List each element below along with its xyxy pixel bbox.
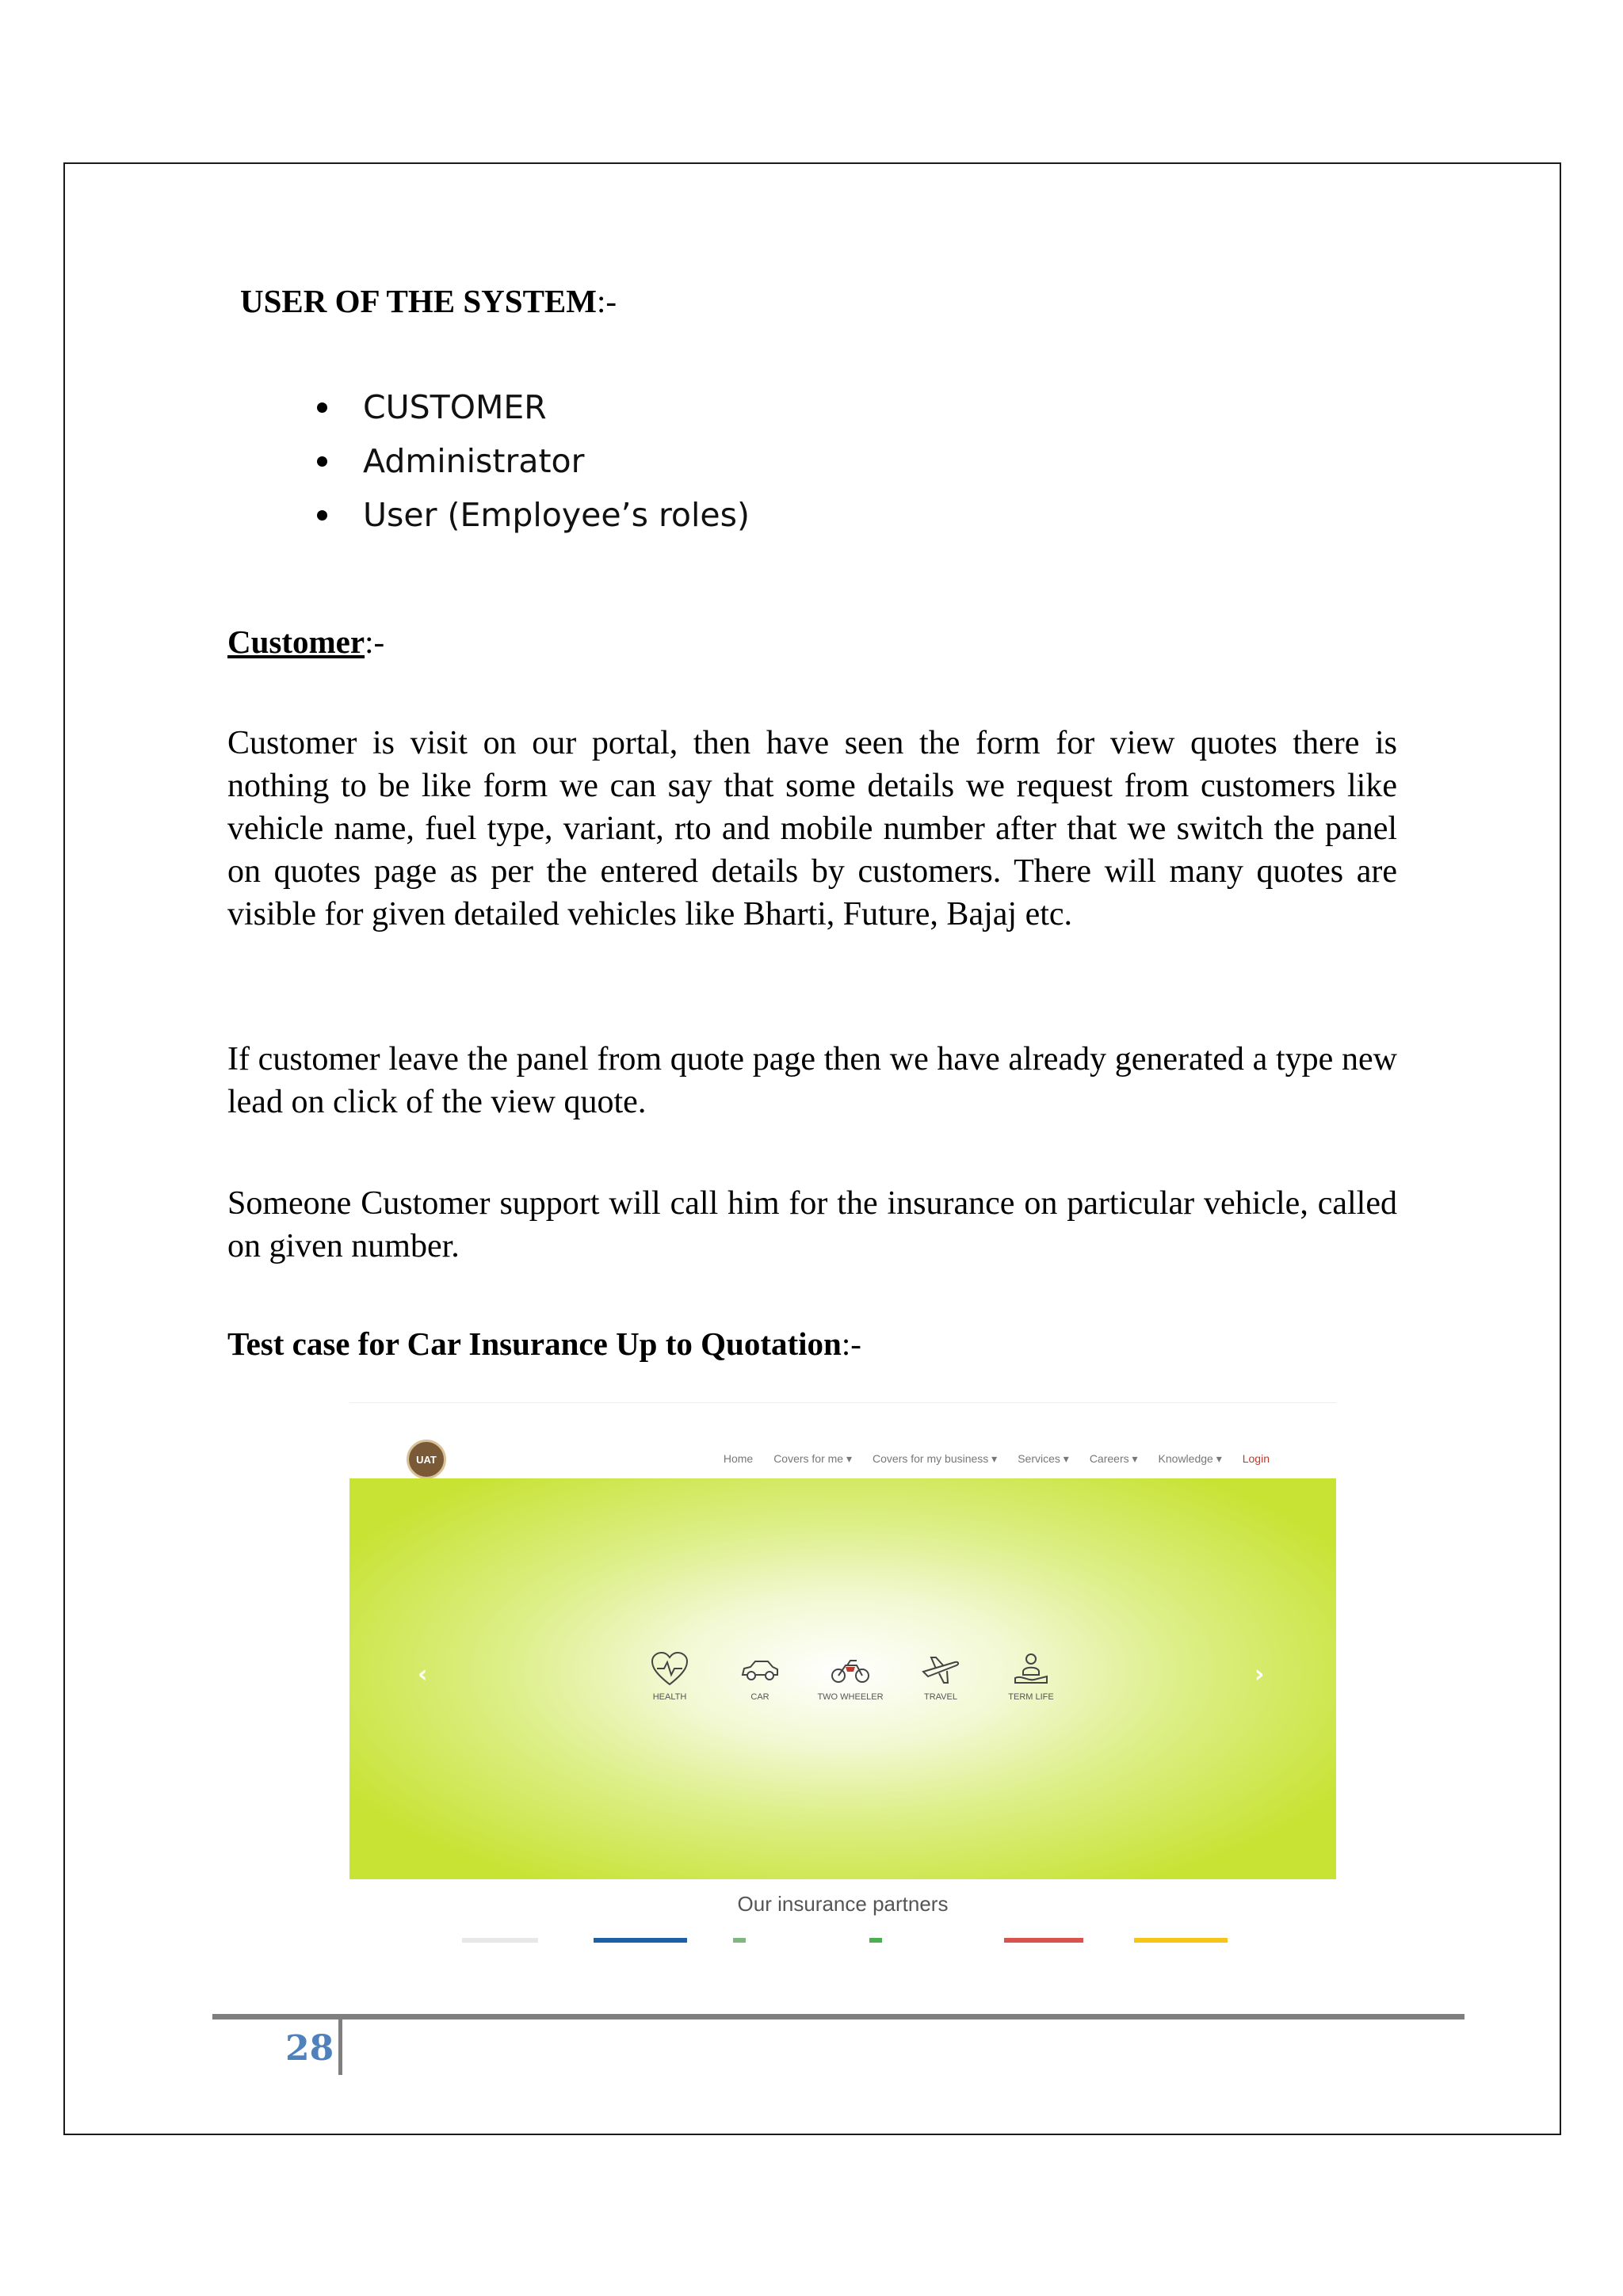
footer-rule — [212, 2014, 1465, 2019]
partner-logo — [1134, 1938, 1228, 1943]
heart-icon — [649, 1651, 690, 1688]
car-icon — [739, 1651, 781, 1688]
list-item: Administrator — [317, 434, 750, 488]
user-list — [317, 380, 750, 542]
customer-paragraph-3: Someone Customer support will call him for the insurance on particular vehicle, called on given number. — [227, 1185, 1397, 1264]
carousel-next-icon[interactable]: › — [1254, 1661, 1265, 1688]
motorbike-icon — [830, 1651, 871, 1688]
customer-paragraph-1: Customer is visit on our portal, then have seen the form for view quotes there is nothing to be like form we can say that some details we request from customers like vehicle name, fuel type, variant, rto and mobile number after that we switch the panel on quotes page as per the entered details by customers. There will many quotes are visible for given detailed vehicles like Bharti, Future, Bajaj etc. — [227, 725, 1397, 933]
product-health[interactable]: HEALTH — [636, 1651, 703, 1702]
footer-divider — [338, 2019, 342, 2075]
bullet-icon — [317, 510, 327, 521]
customer-paragraph-2: If customer leave the panel from quote page then we have already generated a type new lead on click of the view quote. — [227, 1041, 1397, 1120]
product-icons — [636, 1651, 1064, 1702]
partner-logo — [733, 1938, 746, 1943]
partner-logo — [462, 1938, 538, 1943]
product-car[interactable]: CAR — [727, 1651, 793, 1702]
nav-login[interactable]: Login — [1242, 1452, 1270, 1465]
partner-logo — [869, 1938, 882, 1943]
bullet-icon — [317, 402, 327, 413]
page-number: 28 — [285, 2028, 334, 2069]
website-screenshot — [349, 1402, 1336, 1943]
nav-careers[interactable]: Careers ▾ — [1089, 1452, 1138, 1465]
nav-covers-for-business[interactable]: Covers for my business ▾ — [873, 1452, 998, 1465]
section-title: USER OF THE SYSTEM:- — [240, 283, 617, 319]
bullet-icon — [317, 456, 327, 467]
list-item: CUSTOMER — [317, 380, 750, 434]
test-case-heading: Test case for Car Insurance Up to Quotation:- — [227, 1325, 861, 1362]
nav-covers-for-me[interactable]: Covers for me ▾ — [773, 1452, 853, 1465]
nav-services[interactable]: Services ▾ — [1018, 1452, 1069, 1465]
list-item: User (Employee’s roles) — [317, 488, 750, 542]
partners-title: Our insurance partners — [737, 1892, 949, 1916]
partner-logo — [1004, 1938, 1083, 1943]
nav-knowledge[interactable]: Knowledge ▾ — [1158, 1452, 1222, 1465]
product-term-life[interactable]: TERM LIFE — [998, 1651, 1064, 1702]
site-logo[interactable]: UAT — [407, 1440, 446, 1479]
airplane-icon — [920, 1651, 961, 1688]
nav-links — [724, 1452, 1270, 1466]
partner-logo — [594, 1938, 687, 1943]
customer-heading: Customer:- — [227, 624, 385, 660]
person-hand-icon — [1010, 1651, 1052, 1688]
hero-banner — [349, 1478, 1336, 1879]
product-travel[interactable]: TRAVEL — [907, 1651, 974, 1702]
carousel-prev-icon[interactable]: ‹ — [418, 1661, 428, 1688]
product-two-wheeler[interactable]: TWO WHEELER — [817, 1651, 884, 1702]
site-navbar — [349, 1402, 1336, 1479]
nav-home[interactable]: Home — [723, 1452, 754, 1465]
